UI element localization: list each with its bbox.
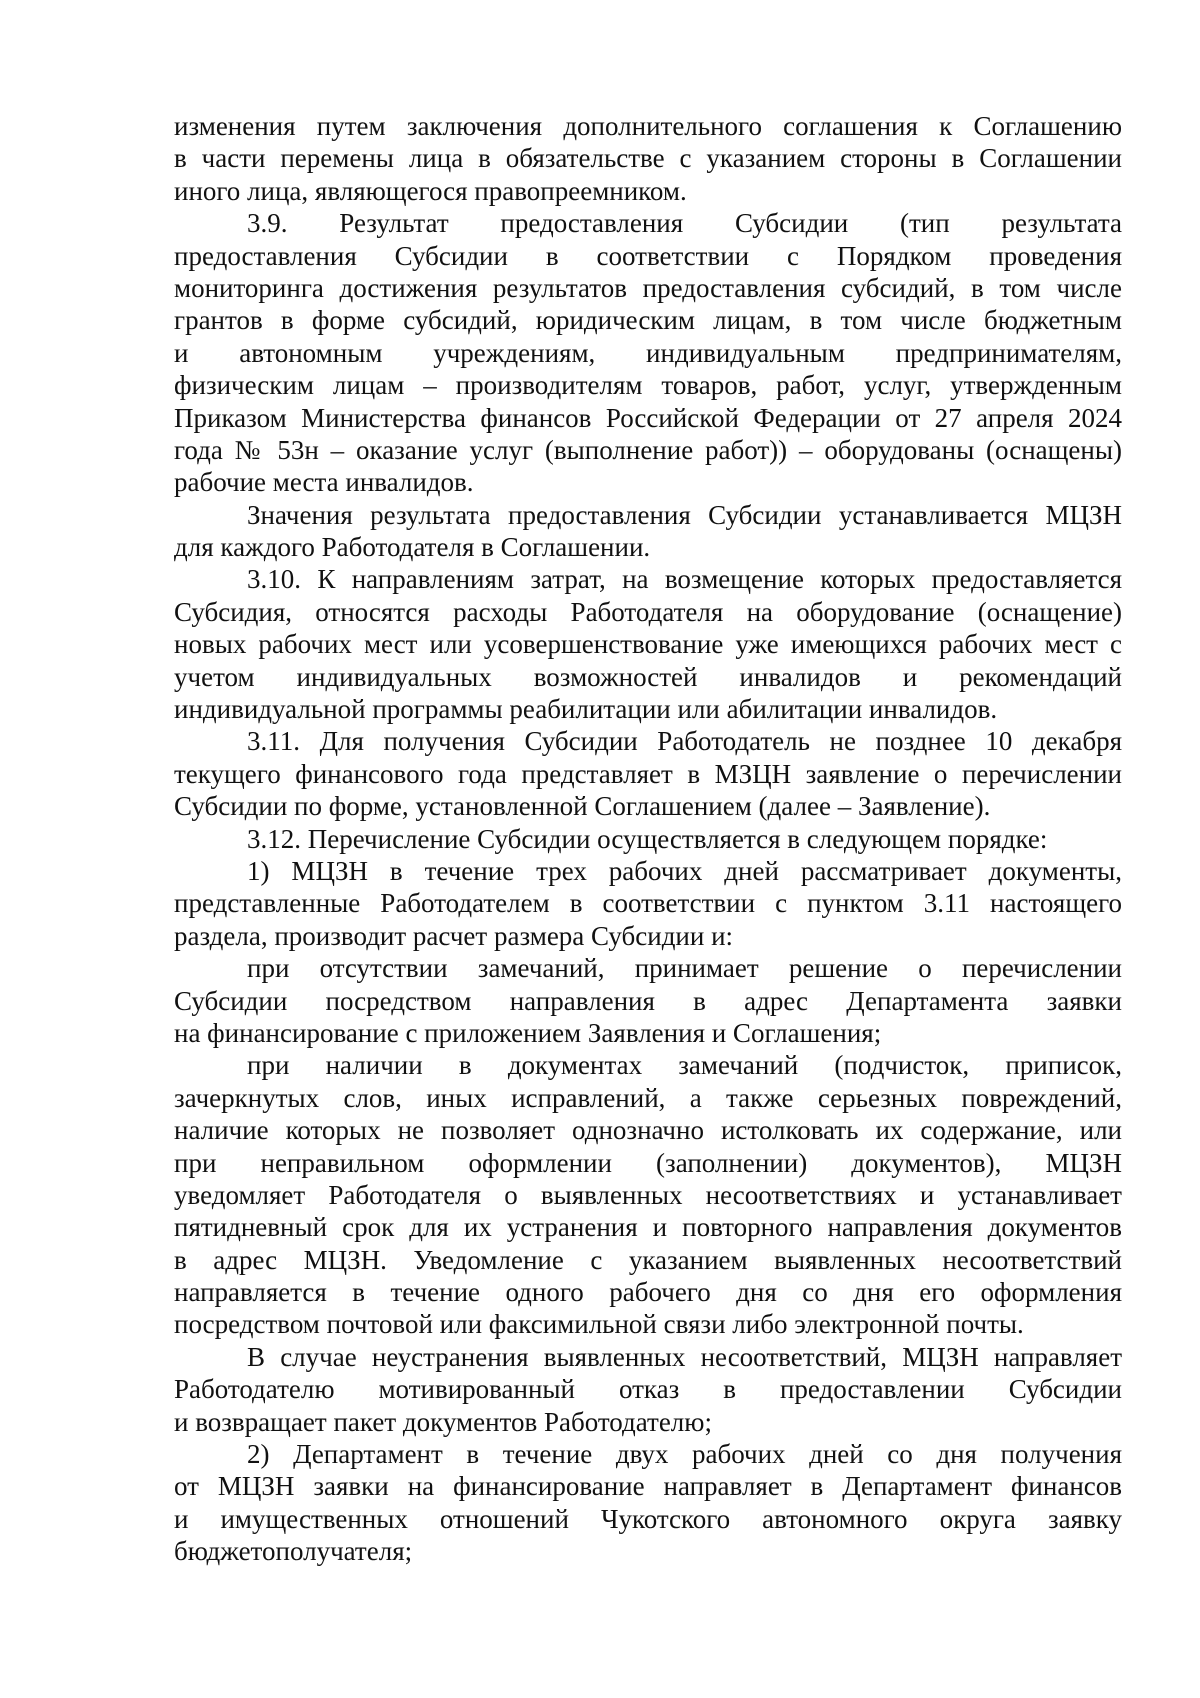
text-line: грантов в форме субсидий, юридическим лицам, в том числе бюджетным — [174, 305, 1122, 336]
text-line: предоставления Субсидии в соответствии с Порядком проведения — [174, 240, 1122, 271]
text-line: от МЦЗН заявки на финансирование направляет в Департамент финансов — [174, 1471, 1122, 1502]
text-line: года № 53н – оказание услуг (выполнение работ)) – оборудованы (оснащены) — [174, 434, 1122, 465]
text-line: рабочие места инвалидов. — [174, 467, 474, 498]
paragraph-start-line: 2) Департамент в течение двух рабочих дней со дня получения — [247, 1439, 1122, 1470]
text-line: направляется в течение одного рабочего дня со дня его оформления — [174, 1277, 1122, 1308]
text-line: для каждого Работодателя в Соглашении. — [174, 532, 651, 563]
paragraph-start-line: при наличии в документах замечаний (подчисток, приписок, — [247, 1050, 1122, 1081]
paragraph-start-line: Значения результата предоставления Субсидии устанавливается МЦЗН — [247, 499, 1122, 530]
text-line: представленные Работодателем в соответствии с пунктом 3.11 настоящего — [174, 888, 1122, 919]
text-line: учетом индивидуальных возможностей инвалидов и рекомендаций — [174, 661, 1122, 692]
text-line: мониторинга достижения результатов предоставления субсидий, в том числе — [174, 272, 1122, 303]
paragraph-start-line: 1) МЦЗН в течение трех рабочих дней рассматривает документы, — [247, 855, 1122, 886]
paragraph-start-line: 3.10. К направлениям затрат, на возмещение которых предоставляется — [247, 564, 1122, 595]
paragraph-start-line: 3.12. Перечисление Субсидии осуществляется в следующем порядке: — [247, 823, 1048, 854]
paragraph-start-line: В случае неустранения выявленных несоответствий, МЦЗН направляет — [247, 1341, 1122, 1372]
text-line: текущего финансового года представляет в МЗЦН заявление о перечислении — [174, 758, 1122, 789]
text-line: иного лица, являющегося правопреемником. — [174, 175, 687, 206]
text-line: индивидуальной программы реабилитации или абилитации инвалидов. — [174, 694, 998, 725]
text-line: при неправильном оформлении (заполнении) документов), МЦЗН — [174, 1147, 1122, 1178]
text-line: в части перемены лица в обязательстве с указанием стороны в Соглашении — [174, 143, 1122, 174]
text-line: зачеркнутых слов, иных исправлений, а также серьезных повреждений, — [174, 1082, 1122, 1113]
text-line: и автономным учреждениям, индивидуальным предпринимателям, — [174, 337, 1122, 368]
text-line: новых рабочих мест или усовершенствование уже имеющихся рабочих мест с — [174, 629, 1122, 660]
text-line: на финансирование с приложением Заявления и Соглашения; — [174, 1017, 882, 1048]
text-line: Субсидии по форме, установленной Соглашением (далее – Заявление). — [174, 791, 991, 822]
text-line: и возвращает пакет документов Работодателю; — [174, 1406, 712, 1437]
text-line: пятидневный срок для их устранения и повторного направления документов — [174, 1212, 1122, 1243]
text-line: посредством почтовой или факсимильной связи либо электронной почты. — [174, 1309, 1024, 1340]
paragraph-start-line: 3.9. Результат предоставления Субсидии (тип результата — [247, 208, 1122, 239]
text-line: Приказом Министерства финансов Российской Федерации от 27 апреля 2024 — [174, 402, 1122, 433]
document-body — [174, 110, 1122, 1568]
paragraph-start-line: 3.11. Для получения Субсидии Работодатель не позднее 10 декабря — [247, 726, 1122, 757]
text-line: Субсидии посредством направления в адрес Департамента заявки — [174, 985, 1122, 1016]
text-line: изменения путем заключения дополнительного соглашения к Соглашению — [174, 111, 1122, 141]
text-line: Субсидия, относятся расходы Работодателя на оборудование (оснащение) — [174, 596, 1122, 627]
text-line: уведомляет Работодателя о выявленных несоответствиях и устанавливает — [174, 1179, 1122, 1210]
text-line: в адрес МЦЗН. Уведомление с указанием выявленных несоответствий — [174, 1244, 1122, 1275]
paragraph-start-line: при отсутствии замечаний, принимает решение о перечислении — [247, 953, 1122, 984]
text-line: Работодателю мотивированный отказ в предоставлении Субсидии — [174, 1374, 1122, 1405]
text-line: бюджетополучателя; — [174, 1536, 413, 1567]
text-line: и имущественных отношений Чукотского автономного округа заявку — [174, 1503, 1122, 1534]
text-line: физическим лицам – производителям товаров, работ, услуг, утвержденным — [174, 370, 1122, 401]
text-line: раздела, производит расчет размера Субсидии и: — [174, 920, 734, 951]
text-line: наличие которых не позволяет однозначно истолковать их содержание, или — [174, 1115, 1122, 1146]
